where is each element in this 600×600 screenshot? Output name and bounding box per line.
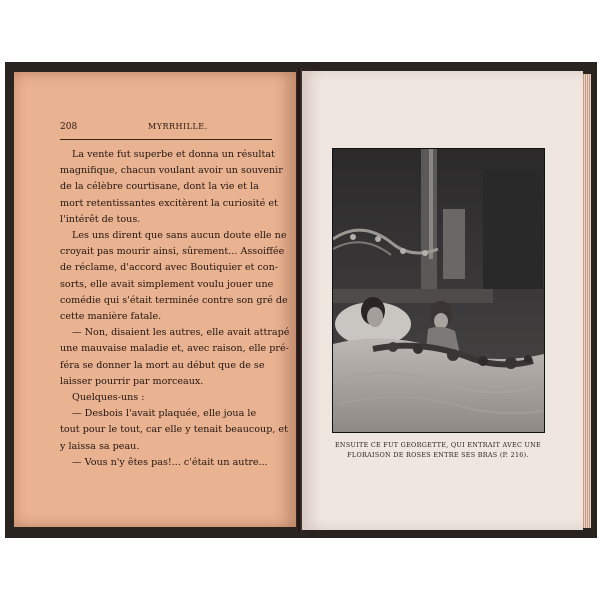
book-gutter	[296, 68, 302, 532]
paragraph	[60, 455, 272, 471]
photo-plate	[332, 148, 545, 433]
girl-face	[434, 313, 448, 329]
page-number: 208	[60, 122, 78, 132]
text-line: sorts, elle avait simplement voulu jouer une	[60, 278, 274, 290]
text-line: Les uns dirent que sans aucun doute elle ne	[72, 230, 287, 242]
page-edges	[583, 74, 591, 528]
text-line: magnifique, chacun voulant avoir un souvenir	[60, 165, 283, 177]
caption-line: ENSUITE CE FUT GEORGETTE, QUI ENTRAIT AVEC UNE	[334, 441, 542, 449]
paragraph	[60, 228, 288, 325]
caption-line: FLORAISON DE ROSES ENTRE SES BRAS (P. 216).	[347, 451, 529, 459]
text-line: de la célèbre courtisane, dont la vie et la	[60, 181, 259, 193]
text-line: croyait pas mourir ainsi, sûrement... Assoiffée	[60, 246, 285, 258]
text-line: laisser pourrir par morceaux.	[60, 375, 204, 387]
page-header	[60, 122, 272, 136]
text-line: y laissa sa peau.	[60, 440, 140, 452]
text-line: féra se donner la mort au début que de se	[60, 359, 265, 371]
text-line: l'intérêt de tous.	[60, 213, 141, 225]
running-title: MYRRHILLE.	[148, 122, 208, 131]
text-line: une mauvaise maladie et, avec raison, elle pré-	[60, 343, 289, 355]
text-line: cette manière fatale.	[60, 311, 162, 323]
paragraph	[60, 325, 290, 390]
text-line: de réclame, d'accord avec Boutiquier et con-	[60, 262, 278, 274]
bedroom-photo	[333, 149, 544, 432]
paragraph	[60, 390, 272, 406]
text-line: tout pour le tout, car elle y tenait beaucoup, et	[60, 424, 288, 436]
text-line: — Non, disaient les autres, elle avait attrapé	[72, 327, 290, 339]
header-rule	[60, 139, 272, 140]
text-line: mort retentissantes excitèrent la curiosité et	[60, 197, 278, 209]
text-line: La vente fut superbe et donna un résultat	[72, 149, 275, 160]
paragraph	[60, 406, 288, 455]
window	[443, 209, 465, 279]
plate-caption	[320, 440, 556, 460]
text-line: comédie qui s'était terminée contre son gré de	[60, 294, 288, 306]
text-line: — Vous n'y êtes pas!... c'était un autre...	[72, 456, 268, 468]
woman-face	[367, 307, 383, 327]
bed-headboard	[333, 289, 493, 303]
body-text	[60, 147, 290, 471]
text-line: Quelques-uns :	[72, 392, 145, 404]
text-line: — Desbois l'avait plaquée, elle joua le	[72, 408, 257, 420]
paragraph	[60, 147, 283, 228]
